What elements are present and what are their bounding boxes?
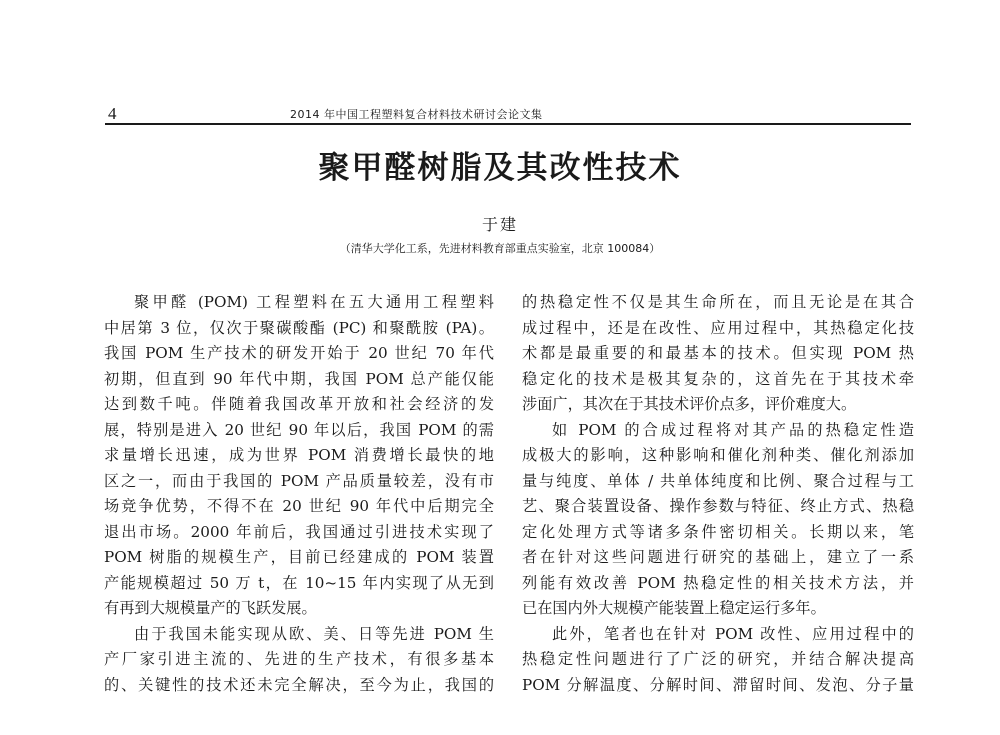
- text-line: 已在国内外大规模产能装置上稳定运行多年。: [522, 599, 826, 617]
- text-line: 我国 POM 生产技术的研发开始于 20 世纪 70 年代: [104, 344, 494, 362]
- text-line: 初期，但直到 90 年代中期，我国 POM 总产能仅能: [104, 369, 494, 388]
- text-line: 展，特别是进入 20 世纪 90 年以后，我国 POM 的需: [104, 420, 494, 439]
- text-line: 由于我国未能实现从欧、美、日等先进 POM 生: [134, 624, 494, 643]
- text-line: 定化处理方式等诸多条件密切相关。长期以来，笔: [522, 522, 914, 541]
- text-line: 聚甲醛 (POM) 工程塑料在五大通用工程塑料: [134, 293, 494, 311]
- author-name: 于建: [481, 215, 518, 234]
- text-line: 量与纯度、单体 / 共单体纯度和比例、聚合过程与工: [522, 471, 914, 490]
- article-title: 聚甲醛树脂及其改性技术: [318, 150, 682, 186]
- text-line: 的、关键性的技术还未完全解决，至今为止，我国的: [104, 675, 494, 694]
- text-line: POM 分解温度、分解时间、滞留时间、发泡、分子量: [522, 675, 914, 694]
- text-line: POM 树脂的规模生产，目前已经建成的 POM 装置: [104, 548, 494, 566]
- text-line: 达到数千吨。伴随着我国改革开放和社会经济的发: [104, 395, 494, 413]
- text-line: 求量增长迅速，成为世界 POM 消费增长最快的地: [104, 446, 494, 464]
- text-line: 成过程中，还是在改性、应用过程中，其热稳定化技: [522, 318, 914, 337]
- text-line: 产厂家引进主流的、先进的生产技术，有很多基本: [104, 650, 494, 668]
- text-line: 退出市场。2000 年前后，我国通过引进技术实现了: [104, 522, 494, 541]
- text-line: 中居第 3 位，仅次于聚碳酸酯 (PC) 和聚酰胺 (PA)。: [104, 318, 494, 337]
- text-line: 术都是最重要的和最基本的技术。但实现 POM 热: [522, 344, 914, 362]
- text-line: 的热稳定性不仅是其生命所在，而且无论是在其合: [522, 293, 914, 311]
- text-line: 热稳定性问题进行了广泛的研究，并结合解决提高: [522, 650, 914, 668]
- text-line: 区之一，而由于我国的 POM 产品质量较差，没有市: [104, 471, 494, 490]
- text-line: 涉面广，其次在于其技术评价点多，评价难度大。: [522, 395, 857, 413]
- text-line: 艺、聚合装置设备、操作参数与特征、终止方式、热稳: [522, 497, 914, 515]
- page-number: 4: [108, 104, 117, 123]
- text-line: 者在针对这些问题进行研究的基础上，建立了一系: [522, 548, 914, 566]
- text-line: 此外，笔者也在针对 POM 改性、应用过程中的: [552, 624, 914, 643]
- author-affiliation: （清华大学化工系，先进材料教育部重点实验室，北京 100084）: [339, 242, 661, 255]
- text-line: 如 POM 的合成过程将对其产品的热稳定性造: [552, 420, 914, 439]
- text-line: 稳定化的技术是极其复杂的，这首先在于其技术牵: [522, 369, 914, 388]
- header-rule: [105, 123, 911, 125]
- text-line: 产能规模超过 50 万 t，在 10~15 年内实现了从无到: [104, 573, 494, 592]
- text-line: 有再到大规模量产的飞跃发展。: [104, 599, 317, 617]
- text-line: 列能有效改善 POM 热稳定性的相关技术方法，并: [522, 573, 914, 592]
- text-line: 成极大的影响，这种影响和催化剂种类、催化剂添加: [522, 446, 914, 464]
- left-text-column: [104, 290, 494, 698]
- right-text-column: [522, 290, 914, 698]
- text-line: 场竞争优势，不得不在 20 世纪 90 年代中后期完全: [104, 497, 494, 515]
- running-header: 2014 年中国工程塑料复合材料技术研讨会论文集: [290, 108, 543, 121]
